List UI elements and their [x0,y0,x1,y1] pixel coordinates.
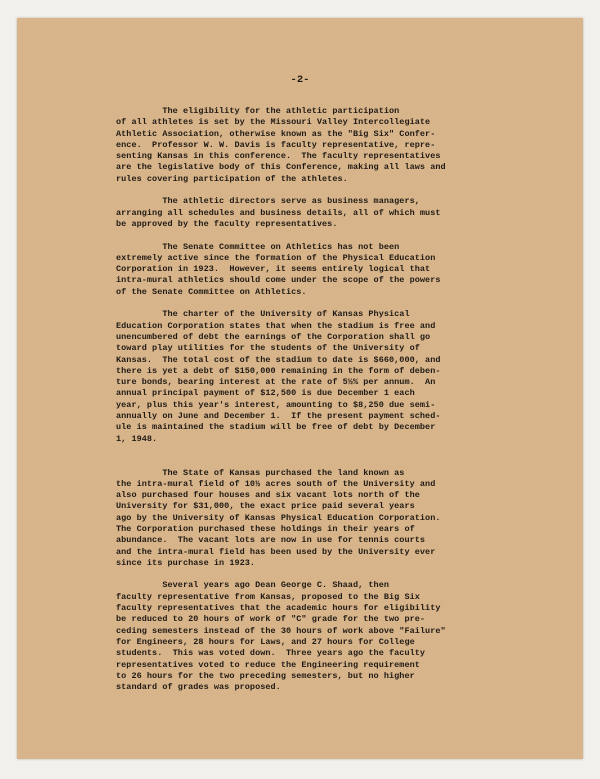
text-line: toward play utilities for the students of the University of [116,343,420,354]
text-line: Corporation in 1923. However, it seems entirely logical that [116,264,431,275]
document-body [116,106,556,705]
paragraph-eligibility [116,106,556,185]
text-line: representatives voted to reduce the Engineering requirement [116,659,420,670]
text-line: there is yet a debt of $150,000 remaining in the form of deben- [116,365,441,376]
text-line: since its purchase in 1923. [116,557,256,568]
text-line: Athletic Association, otherwise known as the "Big Six" Confer- [116,128,436,139]
paragraph-athletic-directors [116,196,556,230]
text-line: senting Kansas in this conference. The faculty representatives [116,151,441,162]
text-line: abundance. The vacant lots are now in use for tennis courts [116,535,426,546]
text-line: and the intra-mural field has been used by the University ever [116,546,436,557]
document-page [17,18,583,759]
text-line: intra-mural athletics should come under the scope of the powers [116,275,441,286]
text-line: Education Corporation states that when the stadium is free and [116,320,436,331]
text-line: students. This was voted down. Three years ago the faculty [116,648,426,659]
text-line: are the legislative body of this Conference, making all laws and [116,162,446,173]
text-line: The charter of the University of Kansas Physical [116,309,410,320]
text-line: Several years ago Dean George C. Shaad, then [116,580,389,591]
text-line: ule is maintained the stadium will be free of debt by December [116,422,436,433]
text-line: annually on June and December 1. If the present payment sched- [116,411,441,422]
text-line: annual principal payment of $12,500 is due December 1 each [116,388,415,399]
paragraph-stadium-charter [116,309,556,445]
text-line: the intra-mural field of 10½ acres south of the University and [116,478,436,489]
text-line: ceding semesters instead of the 30 hours of work above "Failure" [116,625,446,636]
text-line: to 26 hours for the two preceding semesters, but no higher [116,670,415,681]
text-line: Kansas. The total cost of the stadium to date is $660,000, and [116,354,441,365]
text-line: ture bonds, bearing interest at the rate of 5½% per annum. An [116,377,436,388]
text-line: The athletic directors serve as business managers, [116,196,420,207]
text-line: The eligibility for the athletic participation [116,106,400,116]
text-line: 1, 1948. [116,433,158,444]
text-line: standard of grades was proposed. [116,682,281,693]
text-line: University for $31,000, the exact price paid several years [116,501,415,512]
text-line: of all athletes is set by the Missouri Valley Intercollegiate [116,117,431,128]
text-line: extremely active since the formation of the Physical Education [116,252,436,263]
text-line: The State of Kansas purchased the land known as [116,467,405,478]
text-line: ago by the University of Kansas Physical Education Corporation. [116,512,441,523]
text-line: be reduced to 20 hours of work of "C" grade for the two pre- [116,614,426,625]
text-line: year, plus this year's interest, amounting to $8,250 due semi- [116,399,436,410]
text-line: faculty representative from Kansas, proposed to the Big Six [116,591,420,602]
text-line: ence. Professor W. W. Davis is faculty representative, repre- [116,139,436,150]
paragraph-senate-committee [116,242,556,298]
text-line: The Senate Committee on Athletics has not been [116,241,400,252]
text-line: also purchased four houses and six vacant lots north of the [116,490,420,501]
text-line: rules covering participation of the athletes. [116,173,348,184]
text-line: faculty representatives that the academic hours for eligibility [116,603,441,614]
text-line: be approved by the faculty representatives. [116,218,338,229]
text-line: for Engineers, 28 hours for Laws, and 27 hours for College [116,636,415,647]
text-line: The Corporation purchased these holdings in their years of [116,523,415,534]
text-line: arranging all schedules and business details, all of which must [116,207,441,218]
text-line: unencumbered of debt the earnings of the Corporation shall go [116,331,431,342]
text-line: of the Senate Committee on Athletics. [116,286,307,297]
paragraph-academic-hours [116,580,556,693]
paragraph-state-purchase [116,468,556,570]
page-number: -2- [290,74,310,86]
